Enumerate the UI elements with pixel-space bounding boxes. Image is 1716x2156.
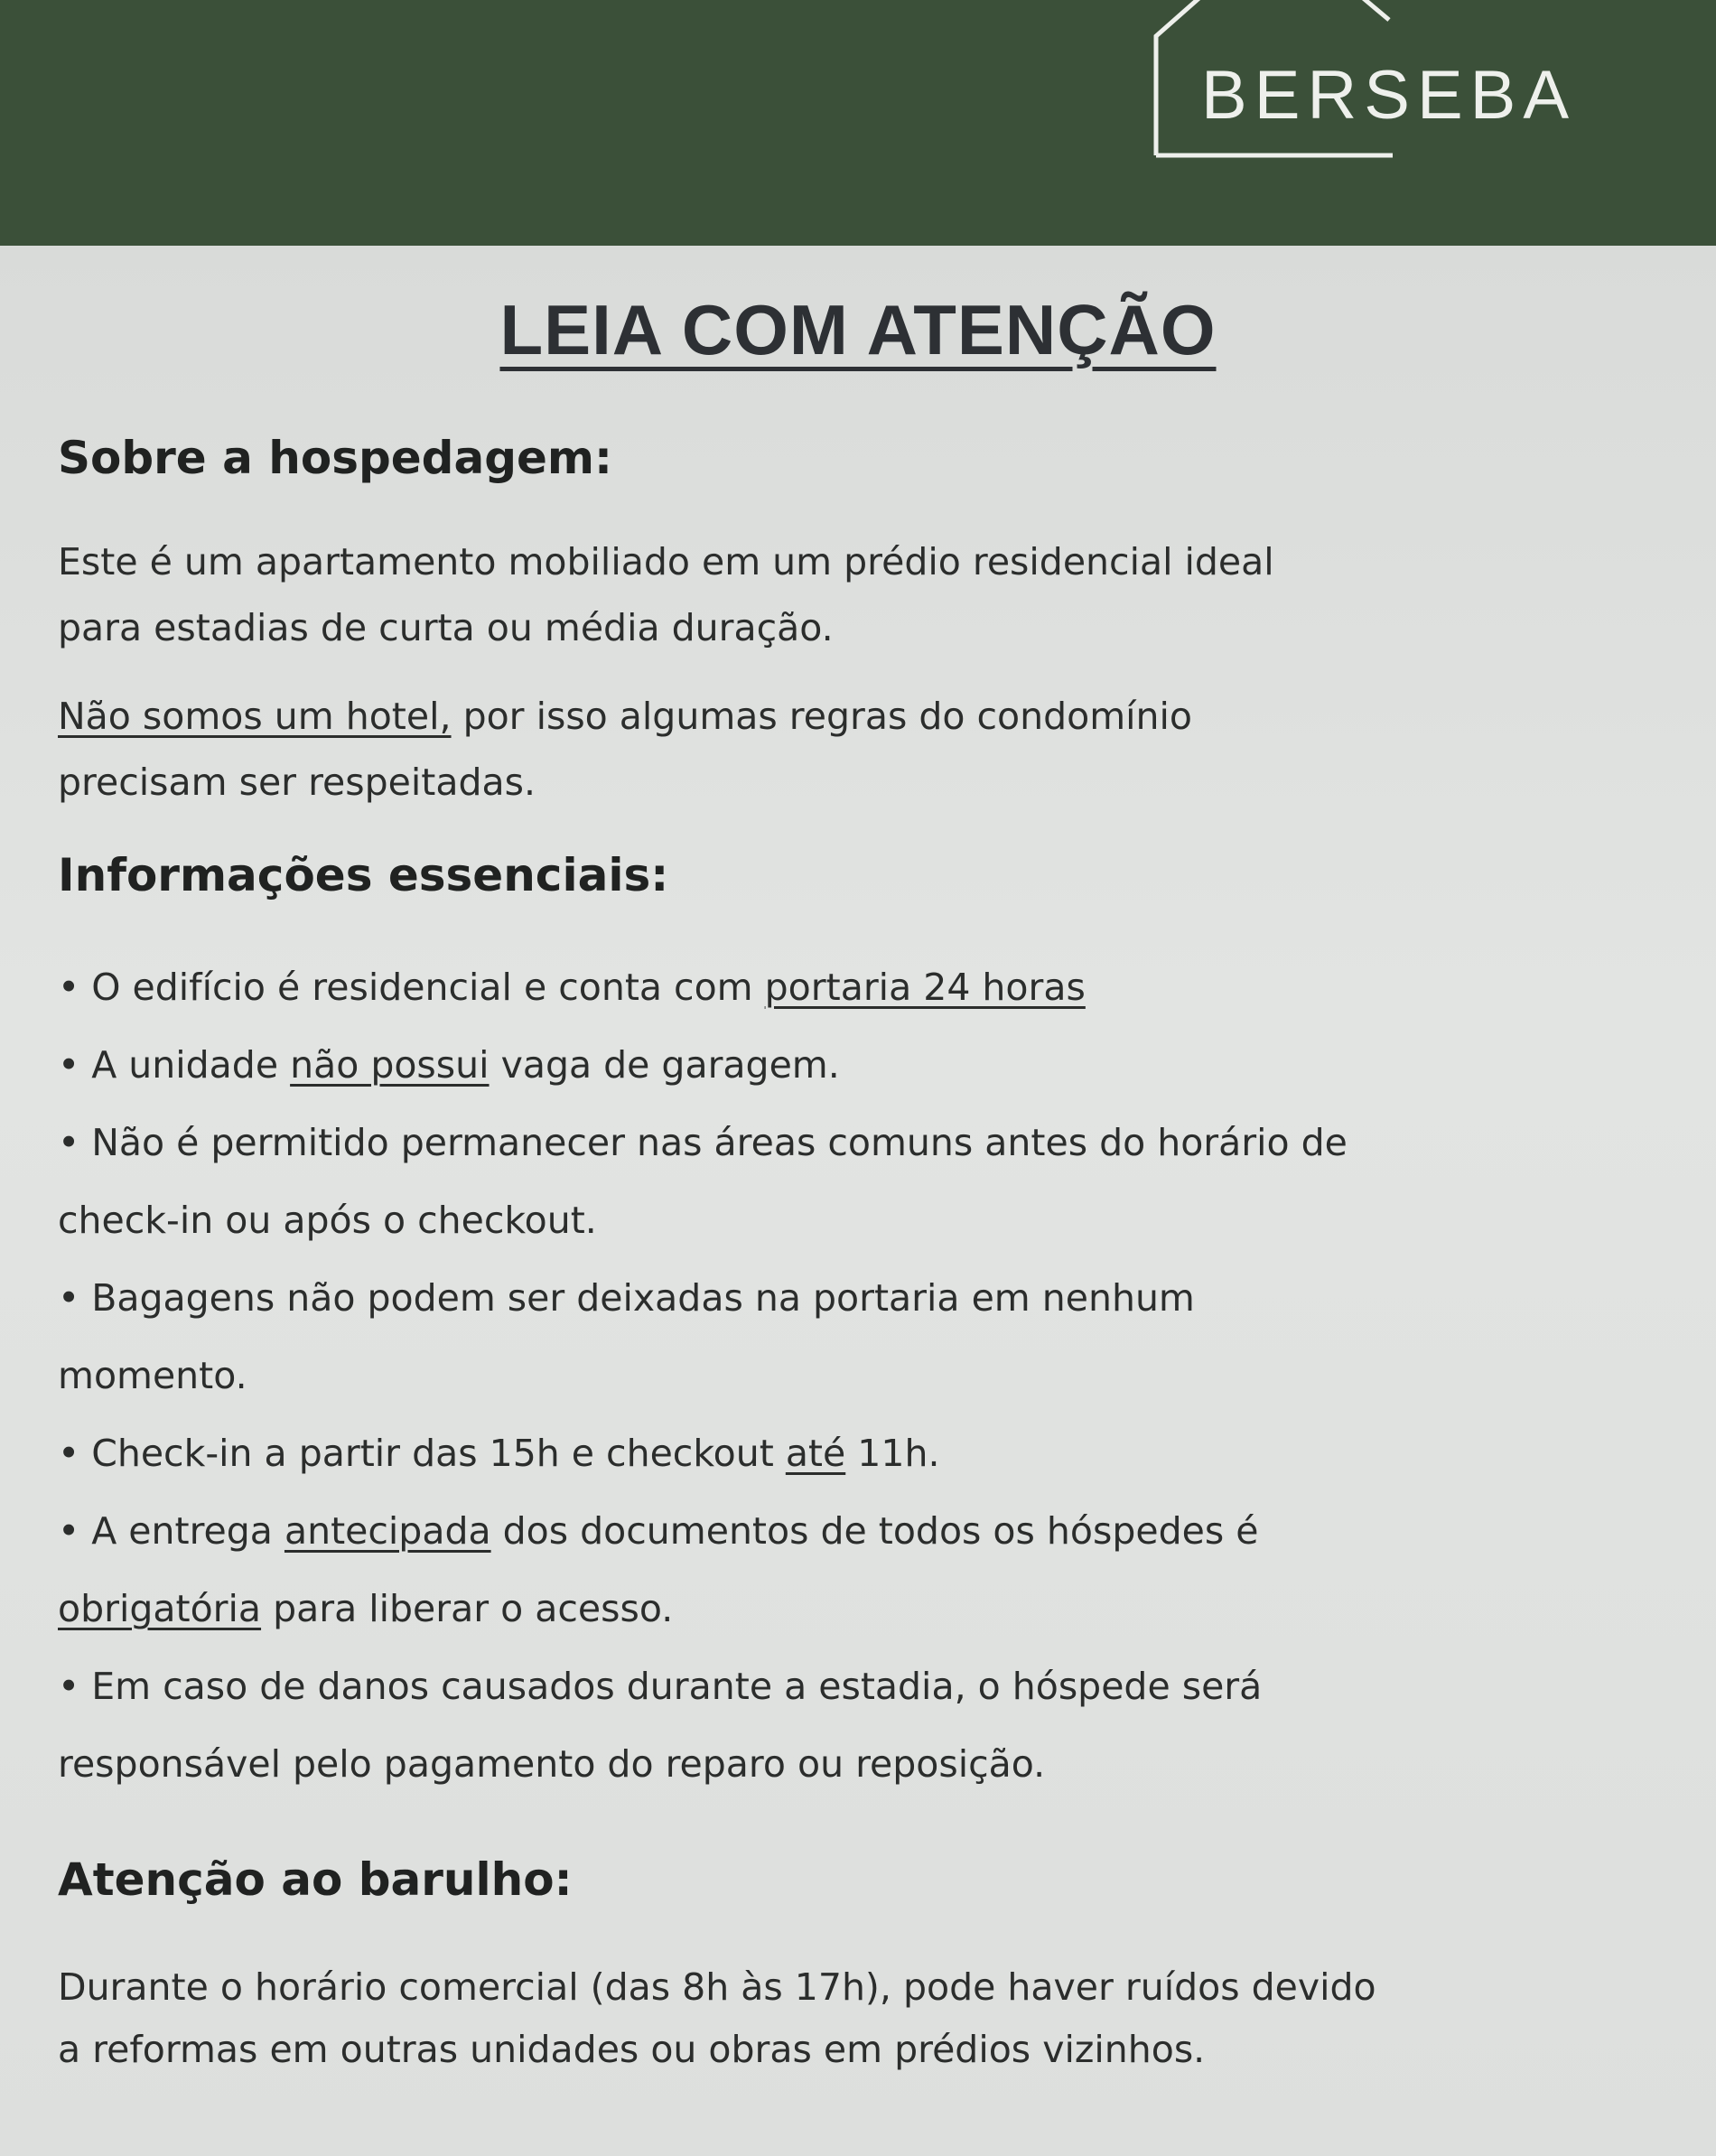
paragraph-line: precisam ser respeitadas. <box>58 761 536 804</box>
section-heading-barulho: Atenção ao barulho: <box>58 1853 573 1906</box>
paragraph-line: para estadias de curta ou média duração. <box>58 606 834 649</box>
paragraph-line: Este é um apartamento mobiliado em um prédio residencial ideal <box>58 540 1274 583</box>
list-item: • O edifício é residencial e conta com portaria 24 horas <box>58 966 1086 1009</box>
list-item: • Check-in a partir das 15h e checkout até 11h. <box>58 1432 940 1475</box>
logo-wordmark: BERSEBA <box>1201 57 1577 134</box>
header-bar <box>0 0 1716 246</box>
section-heading-informacoes: Informações essenciais: <box>58 849 669 901</box>
paragraph-line: Não somos um hotel, por isso algumas regras do condomínio <box>58 695 1193 738</box>
list-item-continuation: obrigatória para liberar o acesso. <box>58 1587 674 1630</box>
paragraph-line: a reformas em outras unidades ou obras em prédios vizinhos. <box>58 2028 1206 2071</box>
page-title: LEIA COM ATENÇÃO <box>499 290 1217 369</box>
section-heading-hospedagem: Sobre a hospedagem: <box>58 432 613 484</box>
paragraph-line: Durante o horário comercial (das 8h às 17h), pode haver ruídos devido <box>58 1965 1376 2009</box>
berseba-logo <box>1147 0 1617 181</box>
list-item-continuation: responsável pelo pagamento do reparo ou reposição. <box>58 1742 1046 1786</box>
list-item: • A unidade não possui vaga de garagem. <box>58 1043 840 1087</box>
underlined-text: Não somos um hotel, <box>58 695 452 738</box>
list-item: • Em caso de danos causados durante a estadia, o hóspede será <box>58 1665 1263 1708</box>
list-item: • Bagagens não podem ser deixadas na portaria em nenhum <box>58 1276 1195 1320</box>
list-item: • A entrega antecipada dos documentos de todos os hóspedes é <box>58 1509 1259 1553</box>
list-item: • Não é permitido permanecer nas áreas comuns antes do horário de <box>58 1121 1348 1164</box>
list-item-continuation: check-in ou após o checkout. <box>58 1199 597 1242</box>
list-item-continuation: momento. <box>58 1354 247 1397</box>
